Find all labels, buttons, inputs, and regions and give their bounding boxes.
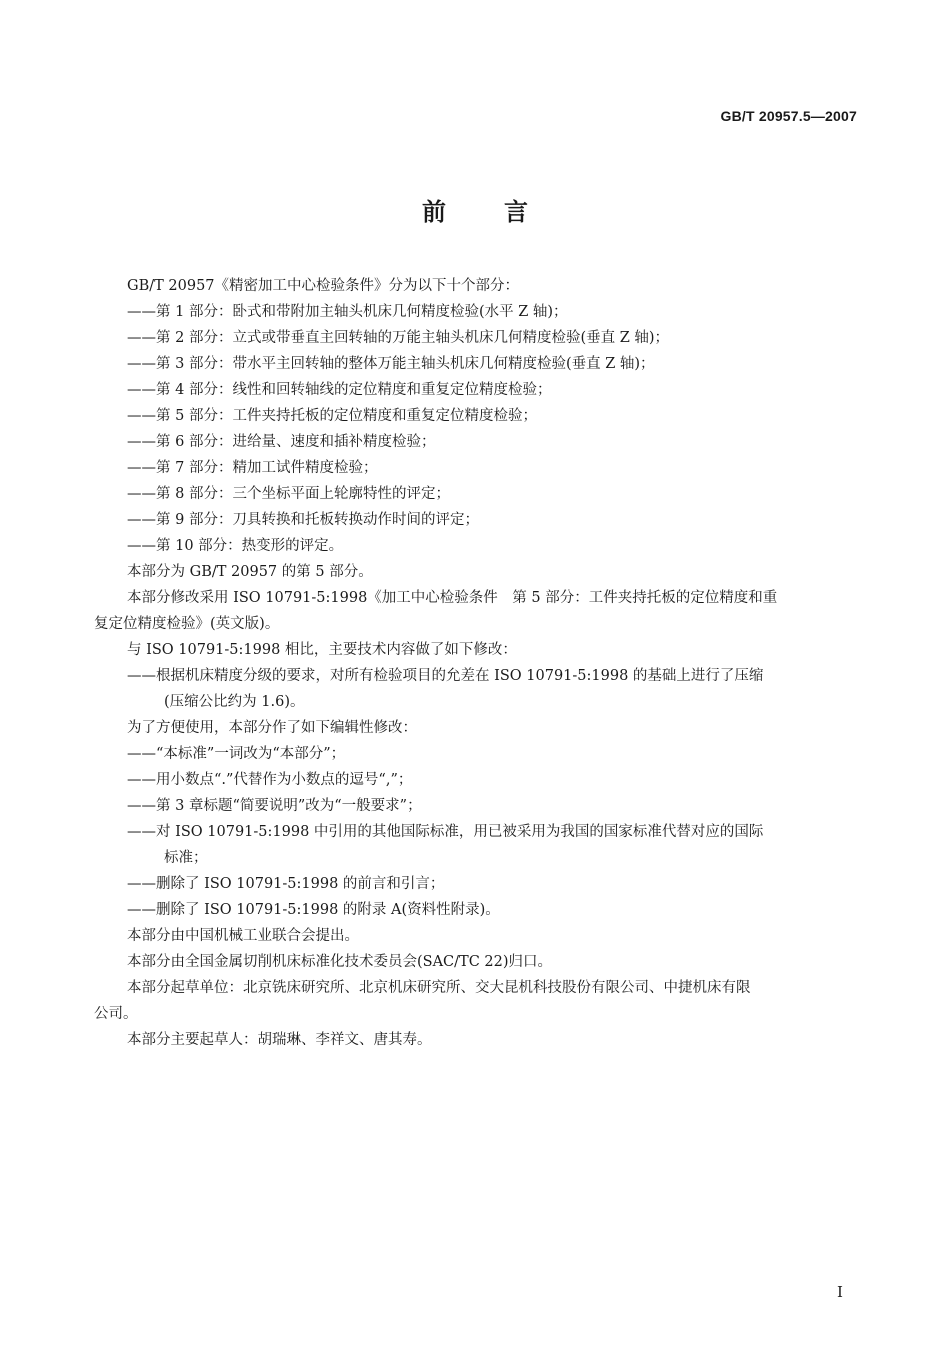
text-line: ——第 1 部分：卧式和带附加主轴头机床几何精度检验(水平 Z 轴)； <box>127 304 568 320</box>
text-line: ——“本标准”一词改为“本部分”； <box>127 746 346 762</box>
text-line: 为了方便使用，本部分作了如下编辑性修改： <box>127 720 417 736</box>
page-title: 前言 <box>422 198 586 226</box>
text-line: 本部分修改采用 ISO 10791-5:1998《加工中心检验条件 第 5 部分：工件夹持托板的定位精度和重 <box>127 590 778 606</box>
text-line: 本部分起草单位：北京铣床研究所、北京机床研究所、交大昆机科技股份有限公司、中捷机床有限 <box>127 980 751 996</box>
text-line: ——第 10 部分：热变形的评定。 <box>127 538 344 554</box>
text-line: ——第 5 部分：工件夹持托板的定位精度和重复定位精度检验； <box>127 408 537 424</box>
text-line: 公司。 <box>94 1006 138 1022</box>
text-line: ——第 2 部分：立式或带垂直主回转轴的万能主轴头机床几何精度检验(垂直 Z 轴)； <box>127 330 670 346</box>
text-line: 与 ISO 10791-5:1998 相比，主要技术内容做了如下修改： <box>127 642 517 658</box>
text-line: ——第 4 部分：线性和回转轴线的定位精度和重复定位精度检验； <box>127 382 552 398</box>
text-line: ——删除了 ISO 10791-5:1998 的前言和引言； <box>127 876 445 892</box>
standard-number: GB/T 20957.5—2007 <box>720 108 857 124</box>
text-line: ——对 ISO 10791-5:1998 中引用的其他国际标准，用已被采用为我国的国家标准代替对应的国际 <box>127 824 764 840</box>
text-line: ——用小数点“.”代替作为小数点的逗号“,”； <box>127 772 413 788</box>
foreword-body <box>0 273 950 1053</box>
text-line: 标准； <box>164 850 208 866</box>
text-line: 本部分主要起草人：胡瑞琳、李祥文、唐其寿。 <box>127 1032 432 1048</box>
text-line: ——第 6 部分：进给量、速度和插补精度检验； <box>127 434 436 450</box>
page-number: I <box>837 1283 843 1301</box>
text-line: GB/T 20957《精密加工中心检验条件》分为以下十个部分： <box>127 278 520 294</box>
text-line: ——第 3 部分：带水平主回转轴的整体万能主轴头机床几何精度检验(垂直 Z 轴)； <box>127 356 655 372</box>
text-line: ——第 8 部分：三个坐标平面上轮廓特性的评定； <box>127 486 450 502</box>
text-line: ——删除了 ISO 10791-5:1998 的附录 A(资料性附录)。 <box>127 902 500 918</box>
text-line: (压缩公比约为 1.6)。 <box>164 694 305 710</box>
text-line: 本部分由中国机械工业联合会提出。 <box>127 928 359 944</box>
text-line: ——第 9 部分：刀具转换和托板转换动作时间的评定； <box>127 512 479 528</box>
text-line: 本部分为 GB/T 20957 的第 5 部分。 <box>127 564 373 580</box>
text-line: ——根据机床精度分级的要求，对所有检验项目的允差在 ISO 10791-5:1998 的基础上进行了压缩 <box>127 668 764 684</box>
text-line: ——第 7 部分：精加工试件精度检验； <box>127 460 378 476</box>
text-line: 复定位精度检验》(英文版)。 <box>94 616 280 632</box>
text-line: ——第 3 章标题“简要说明”改为“一般要求”； <box>127 798 422 814</box>
text-line: 本部分由全国金属切削机床标准化技术委员会(SAC/TC 22)归口。 <box>127 954 553 970</box>
